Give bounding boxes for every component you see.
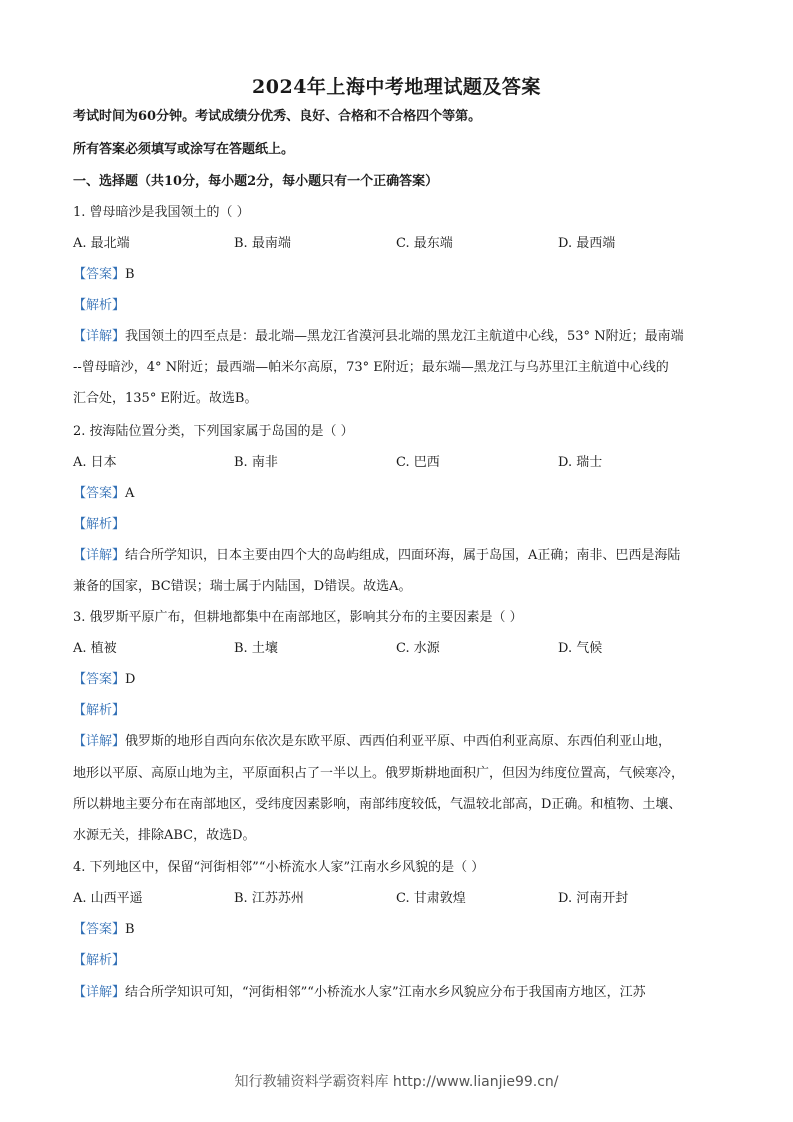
- question-3-detail-3: 所以耕地主要分布在南部地区，受纬度因素影响，南部纬度较低，气温较北部高，D正确。和植物、土壤、: [73, 797, 682, 812]
- question-2-stem: 2. 按海陆位置分类，下列国家属于岛国的是（ ）: [73, 424, 354, 439]
- detail-text: 俄罗斯的地形自西向东依次是东欧平原、西西伯利亚平原、中西伯利亚高原、东西伯利亚山地，: [125, 734, 672, 749]
- question-3-stem: 3. 俄罗斯平原广布，但耕地都集中在南部地区，影响其分布的主要因素是（ ）: [73, 610, 523, 625]
- question-4-option-a: A. 山西平遥: [73, 891, 143, 906]
- intro-line-1: 考试时间为60分钟。考试成绩分优秀、良好、合格和不合格四个等第。: [73, 109, 482, 124]
- question-4-option-b: B. 江苏苏州: [234, 891, 304, 906]
- question-4-detail-1: [73, 985, 646, 1001]
- question-1-detail-3: 汇合处，135° E附近。故选B。: [73, 391, 258, 406]
- question-3-option-d: D. 气候: [558, 641, 603, 656]
- question-1-option-b: B. 最南端: [234, 236, 291, 251]
- question-2-option-a: A. 日本: [73, 455, 117, 470]
- question-3-analysis-tag: 【解析】: [73, 703, 126, 718]
- detail-tag: 【详解】: [73, 985, 126, 1000]
- detail-tag: 【详解】: [73, 329, 126, 344]
- question-1-detail-2: --曾母暗沙，4° N附近；最西端—帕米尔高原，73° E附近；最东端—黑龙江与乌苏里江主航道中心线的: [73, 360, 669, 375]
- page-title: 2024年上海中考地理试题及答案: [252, 76, 541, 98]
- question-3-option-a: A. 植被: [73, 641, 117, 656]
- question-4-analysis-tag: 【解析】: [73, 953, 126, 968]
- question-3-detail-1: [73, 734, 671, 750]
- question-2-option-c: C. 巴西: [396, 455, 440, 470]
- question-1-option-a: A. 最北端: [73, 236, 130, 251]
- question-1-stem: 1. 曾母暗沙是我国领土的（ ）: [73, 205, 250, 220]
- answer-value: A: [125, 486, 135, 501]
- answer-tag: 【答案】: [73, 267, 126, 282]
- question-2-option-b: B. 南非: [234, 455, 278, 470]
- answer-tag: 【答案】: [73, 486, 126, 501]
- detail-text: 结合所学知识，日本主要由四个大的岛屿组成，四面环海，属于岛国，A正确；南非、巴西是海陆: [125, 548, 681, 563]
- detail-tag: 【详解】: [73, 734, 126, 749]
- question-4-option-d: D. 河南开封: [558, 891, 629, 906]
- answer-value: B: [125, 267, 135, 282]
- question-3-option-c: C. 水源: [396, 641, 440, 656]
- section-heading: 一、选择题（共10分，每小题2分，每小题只有一个正确答案）: [73, 174, 439, 189]
- detail-tag: 【详解】: [73, 548, 126, 563]
- question-1-option-c: C. 最东端: [396, 236, 453, 251]
- footer-watermark: 知行教辅资料学霸资料库 http://www.lianjie99.cn/: [234, 1074, 559, 1090]
- answer-value: B: [125, 922, 135, 937]
- detail-text: 结合所学知识可知，“河街相邻”“小桥流水人家”江南水乡风貌应分布于我国南方地区，江苏: [125, 985, 646, 1000]
- question-1-answer: [73, 267, 135, 283]
- question-1-analysis-tag: 【解析】: [73, 298, 126, 313]
- detail-text: 我国领土的四至点是：最北端—黑龙江省漠河县北端的黑龙江主航道中心线，53° N附近；最南端: [125, 329, 684, 344]
- answer-tag: 【答案】: [73, 922, 126, 937]
- question-2-detail-1: [73, 548, 680, 564]
- question-3-option-b: B. 土壤: [234, 641, 278, 656]
- question-1-detail-1: [73, 329, 684, 345]
- answer-tag: 【答案】: [73, 672, 126, 687]
- intro-line-2: 所有答案必须填写或涂写在答题纸上。: [73, 142, 295, 157]
- question-2-detail-2: 兼备的国家，BC错误；瑞士属于内陆国，D错误。故选A。: [73, 579, 412, 594]
- question-4-answer: [73, 922, 135, 938]
- question-2-analysis-tag: 【解析】: [73, 517, 126, 532]
- question-3-detail-4: 水源无关，排除ABC，故选D。: [73, 828, 256, 843]
- question-2-answer: [73, 486, 134, 502]
- question-1-option-d: D. 最西端: [558, 236, 616, 251]
- answer-value: D: [125, 672, 136, 687]
- question-2-option-d: D. 瑞士: [558, 455, 603, 470]
- question-3-answer: [73, 672, 135, 688]
- question-4-option-c: C. 甘肃敦煌: [396, 891, 466, 906]
- question-3-detail-2: 地形以平原、高原山地为主，平原面积占了一半以上。俄罗斯耕地面积广，但因为纬度位置高，气候寒冷，: [73, 766, 685, 781]
- question-4-stem: 4. 下列地区中，保留“河街相邻”“小桥流水人家”江南水乡风貌的是（ ）: [73, 860, 485, 875]
